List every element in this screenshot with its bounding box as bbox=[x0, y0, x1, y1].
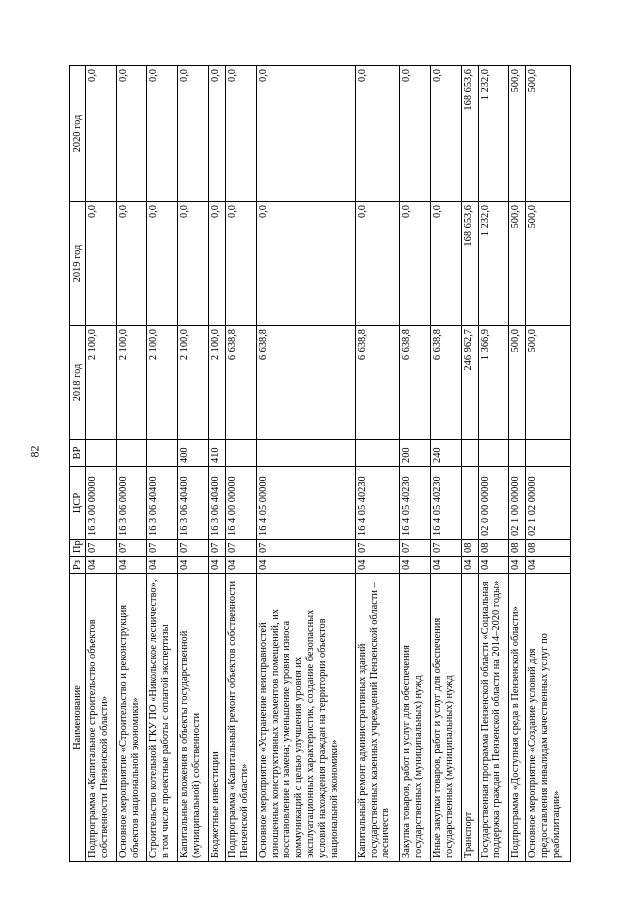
cell-name: Транспорт bbox=[461, 574, 478, 862]
cell-pr: 07 bbox=[400, 540, 431, 557]
cell-2018: 500,0 bbox=[526, 326, 571, 440]
cell-rz: 04 bbox=[86, 557, 117, 574]
cell-vr bbox=[478, 440, 509, 467]
cell-2018: 1 366,9 bbox=[478, 326, 509, 440]
cell-2019: 500,0 bbox=[509, 202, 526, 326]
cell-pr: 07 bbox=[355, 540, 399, 557]
table-row bbox=[116, 66, 147, 862]
cell-2020: 168 653,6 bbox=[461, 66, 478, 202]
cell-pr: 08 bbox=[461, 540, 478, 557]
cell-vr: 400 bbox=[178, 440, 209, 467]
cell-csr: 16 4 05 40230 bbox=[400, 467, 431, 540]
cell-2020: 0,0 bbox=[355, 66, 399, 202]
table-row bbox=[86, 66, 117, 862]
cell-name: Закупка товаров, работ и услуг для обеспечения государственных (муниципальных) нужд bbox=[400, 574, 431, 862]
cell-2018: 2 100,0 bbox=[86, 326, 117, 440]
cell-2019: 0,0 bbox=[256, 202, 355, 326]
cell-2020: 0,0 bbox=[256, 66, 355, 202]
cell-vr: 200 bbox=[400, 440, 431, 467]
table-row bbox=[226, 66, 257, 862]
cell-rz: 04 bbox=[226, 557, 257, 574]
cell-2018: 2 100,0 bbox=[178, 326, 209, 440]
cell-name: Государственная программа Пензенской области «Социальная поддержка граждан в Пензенской области на 2014–2020 годы» bbox=[478, 574, 509, 862]
cell-pr: 07 bbox=[116, 540, 147, 557]
cell-2019: 168 653,6 bbox=[461, 202, 478, 326]
cell-2020: 0,0 bbox=[116, 66, 147, 202]
cell-2018: 2 100,0 bbox=[147, 326, 178, 440]
cell-2019: 500,0 bbox=[526, 202, 571, 326]
cell-name: Основное мероприятие «Строительство и реконструкция объектов национальной экономики» bbox=[116, 574, 147, 862]
cell-2020: 0,0 bbox=[208, 66, 225, 202]
cell-rz: 04 bbox=[147, 557, 178, 574]
cell-name: Основное мероприятие «Устранение неисправностей изношенных конструктивных элементов помещений, их восстановление и замена; уменьшение уровня износа коммуникаций с целью улучшения уровня их эксплуатационных характеристик, создание безопасных условий нахождения граждан на территории объектов национальной экономики» bbox=[256, 574, 355, 862]
cell-rz: 04 bbox=[430, 557, 461, 574]
table-row bbox=[178, 66, 209, 862]
header-2019: 2019 год bbox=[70, 202, 86, 326]
table-row bbox=[526, 66, 571, 862]
cell-2019: 0,0 bbox=[116, 202, 147, 326]
header-rz: Рз bbox=[70, 557, 86, 574]
cell-vr bbox=[226, 440, 257, 467]
cell-csr: 02 1 00 00000 bbox=[509, 467, 526, 540]
header-2018: 2018 год bbox=[70, 326, 86, 440]
table-row bbox=[478, 66, 509, 862]
budget-table bbox=[69, 65, 571, 862]
cell-csr: 16 4 05 40230 bbox=[430, 467, 461, 540]
cell-rz: 04 bbox=[461, 557, 478, 574]
cell-2019: 0,0 bbox=[355, 202, 399, 326]
cell-2019: 0,0 bbox=[226, 202, 257, 326]
cell-2019: 0,0 bbox=[208, 202, 225, 326]
cell-2020: 500,0 bbox=[526, 66, 571, 202]
header-csr: ЦСР bbox=[70, 467, 86, 540]
cell-name: Подпрограмма «Капитальный ремонт объектов собственности Пензенской области» bbox=[226, 574, 257, 862]
cell-pr: 08 bbox=[478, 540, 509, 557]
cell-vr bbox=[116, 440, 147, 467]
cell-name: Капитальные вложения в объекты государственной (муниципальной) собственности bbox=[178, 574, 209, 862]
cell-name: Основное мероприятие «Создание условий для предоставления инвалидам качественных услуг по реабилитации» bbox=[526, 574, 571, 862]
cell-pr: 07 bbox=[226, 540, 257, 557]
cell-2019: 0,0 bbox=[430, 202, 461, 326]
cell-csr: 16 4 05 40230 bbox=[355, 467, 399, 540]
cell-vr bbox=[355, 440, 399, 467]
cell-name: Капитальный ремонт административных зданий государственных казенных учреждений Пензенской области – лесничеств bbox=[355, 574, 399, 862]
cell-pr: 08 bbox=[509, 540, 526, 557]
cell-2018: 2 100,0 bbox=[116, 326, 147, 440]
page-number: 82 bbox=[27, 445, 42, 458]
cell-rz: 04 bbox=[400, 557, 431, 574]
cell-pr: 07 bbox=[256, 540, 355, 557]
cell-2018: 6 638,8 bbox=[226, 326, 257, 440]
cell-2018: 6 638,8 bbox=[256, 326, 355, 440]
cell-csr: 16 3 06 00000 bbox=[116, 467, 147, 540]
cell-vr bbox=[86, 440, 117, 467]
cell-2020: 500,0 bbox=[509, 66, 526, 202]
cell-2018: 246 962,7 bbox=[461, 326, 478, 440]
cell-vr: 410 bbox=[208, 440, 225, 467]
cell-pr: 07 bbox=[208, 540, 225, 557]
cell-pr: 08 bbox=[526, 540, 571, 557]
cell-2020: 0,0 bbox=[147, 66, 178, 202]
cell-pr: 07 bbox=[147, 540, 178, 557]
cell-2019: 0,0 bbox=[86, 202, 117, 326]
cell-name: Строительство котельной ГКУ ПО «Никольское лесничество», в том числе проектные работы с оплатой экспертизы bbox=[147, 574, 178, 862]
cell-2018: 500,0 bbox=[509, 326, 526, 440]
cell-rz: 04 bbox=[208, 557, 225, 574]
cell-pr: 07 bbox=[178, 540, 209, 557]
cell-csr bbox=[461, 467, 478, 540]
header-name: Наименование bbox=[70, 574, 86, 862]
cell-csr: 16 3 06 40400 bbox=[178, 467, 209, 540]
rotated-table-container bbox=[69, 66, 571, 862]
cell-rz: 04 bbox=[178, 557, 209, 574]
cell-2019: 0,0 bbox=[147, 202, 178, 326]
cell-pr: 07 bbox=[430, 540, 461, 557]
cell-vr bbox=[147, 440, 178, 467]
cell-pr: 07 bbox=[86, 540, 117, 557]
cell-rz: 04 bbox=[256, 557, 355, 574]
table-row bbox=[208, 66, 225, 862]
table-row bbox=[256, 66, 355, 862]
cell-rz: 04 bbox=[526, 557, 571, 574]
cell-csr: 02 1 02 00000 bbox=[526, 467, 571, 540]
cell-2020: 0,0 bbox=[400, 66, 431, 202]
cell-name: Иные закупки товаров, работ и услуг для обеспечения государственных (муниципальных) нужд bbox=[430, 574, 461, 862]
table-row bbox=[461, 66, 478, 862]
cell-csr: 16 3 06 40400 bbox=[147, 467, 178, 540]
cell-rz: 04 bbox=[116, 557, 147, 574]
cell-vr bbox=[526, 440, 571, 467]
cell-2018: 6 638,8 bbox=[400, 326, 431, 440]
cell-2020: 0,0 bbox=[226, 66, 257, 202]
table-row bbox=[430, 66, 461, 862]
cell-csr: 16 3 06 40400 bbox=[208, 467, 225, 540]
cell-rz: 04 bbox=[509, 557, 526, 574]
cell-vr bbox=[461, 440, 478, 467]
cell-csr: 16 3 00 00000 bbox=[86, 467, 117, 540]
cell-name: Подпрограмма «Доступная среда в Пензенской области» bbox=[509, 574, 526, 862]
cell-vr bbox=[509, 440, 526, 467]
cell-2020: 0,0 bbox=[178, 66, 209, 202]
header-2020: 2020 год bbox=[70, 66, 86, 202]
cell-csr: 16 4 00 00000 bbox=[226, 467, 257, 540]
table-row bbox=[400, 66, 431, 862]
cell-rz: 04 bbox=[478, 557, 509, 574]
cell-name: Подпрограмма «Капитальное строительство объектов собственности Пензенской области» bbox=[86, 574, 117, 862]
cell-2019: 1 232,0 bbox=[478, 202, 509, 326]
cell-2018: 2 100,0 bbox=[208, 326, 225, 440]
header-vr: ВР bbox=[70, 440, 86, 467]
cell-2019: 0,0 bbox=[178, 202, 209, 326]
cell-2018: 6 638,8 bbox=[430, 326, 461, 440]
table-row bbox=[147, 66, 178, 862]
cell-2019: 0,0 bbox=[400, 202, 431, 326]
cell-2020: 1 232,0 bbox=[478, 66, 509, 202]
cell-csr: 02 0 00 00000 bbox=[478, 467, 509, 540]
cell-2020: 0,0 bbox=[86, 66, 117, 202]
cell-csr: 16 4 05 00000 bbox=[256, 467, 355, 540]
cell-2020: 0,0 bbox=[430, 66, 461, 202]
table-header-row bbox=[70, 66, 86, 862]
cell-name: Бюджетные инвестиции bbox=[208, 574, 225, 862]
cell-vr bbox=[256, 440, 355, 467]
header-pr: Пр bbox=[70, 540, 86, 557]
cell-vr: 240 bbox=[430, 440, 461, 467]
table-row bbox=[355, 66, 399, 862]
cell-2018: 6 638,8 bbox=[355, 326, 399, 440]
cell-rz: 04 bbox=[355, 557, 399, 574]
table-row bbox=[509, 66, 526, 862]
